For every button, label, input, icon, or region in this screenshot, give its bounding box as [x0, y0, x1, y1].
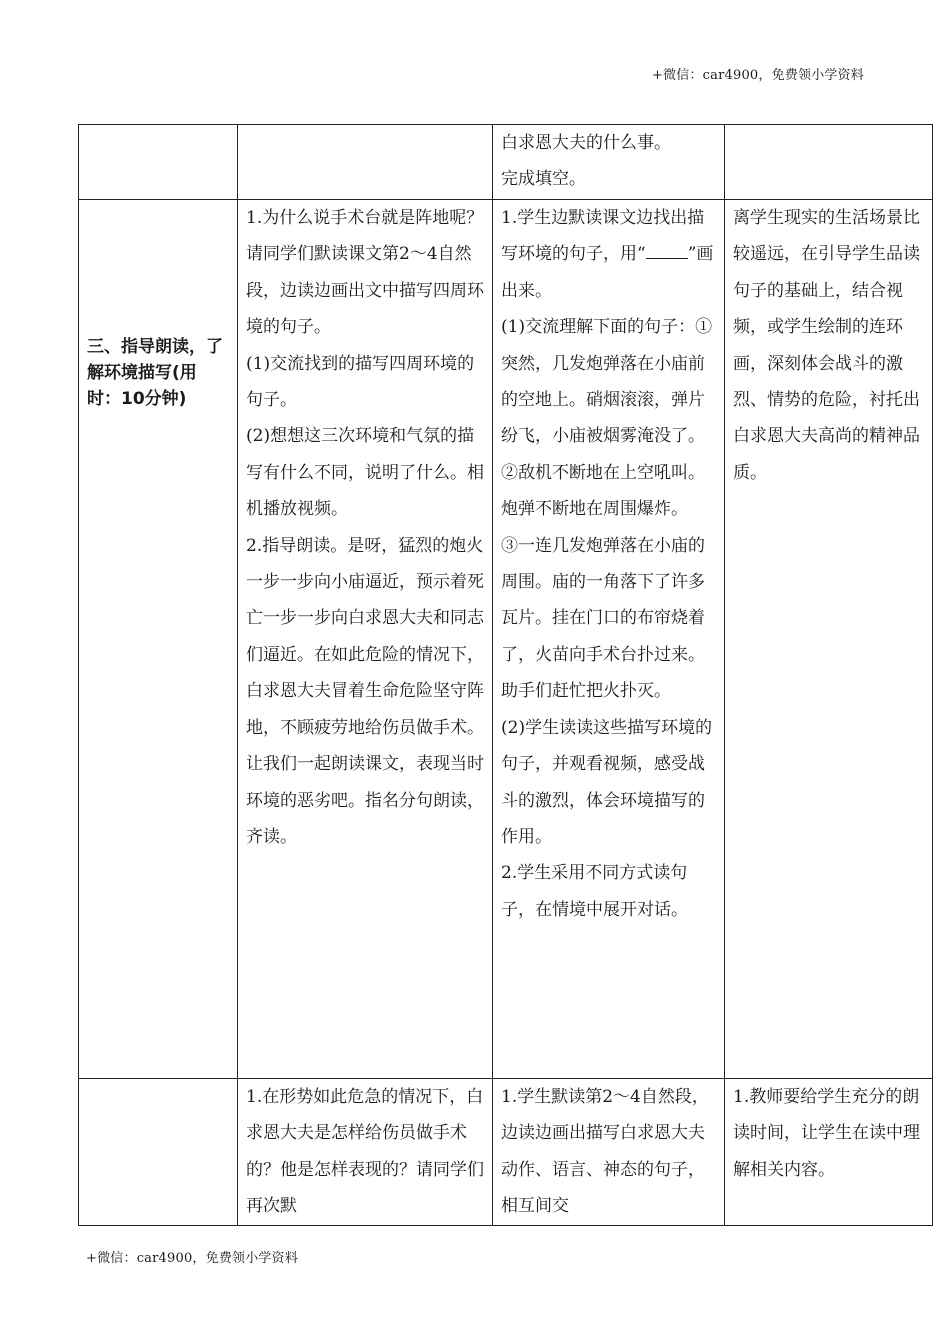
table-row — [79, 125, 933, 200]
paragraph: 2.指导朗读。是呀，猛烈的炮火一步一步向小庙逼近，预示着死亡一步一步向白求恩大夫和同志们逼近。在如此危险的情况下，白求恩大夫冒着生命危险坚守阵地，不顾疲劳地给伤员做手术。让我们一起朗读课文，表现当时环境的恶劣吧。指名分句朗读，齐读。 — [246, 535, 484, 847]
design-intent-cell — [725, 1079, 933, 1226]
teacher-activity-cell — [238, 200, 493, 1079]
table-row — [79, 200, 933, 1079]
paragraph: 1.学生默读第2～4自然段，边读边画出描写白求恩大夫动作、语言、神态的句子，相互间交 — [501, 1087, 709, 1217]
paragraph: 白求恩大夫的什么事。 — [501, 133, 671, 153]
step-cell — [79, 1079, 238, 1226]
step-title: 三、指导朗读，了解环境描写(用时：10分钟) — [87, 337, 223, 409]
paragraph: (2)学生读读这些描写环境的句子，并观看视频，感受战斗的激烈，体会环境描写的作用。 — [501, 717, 713, 847]
header-note: +微信：car4900，免费领小学资料 — [651, 68, 864, 83]
teacher-activity-cell — [238, 125, 493, 200]
paragraph-text: 1.学生边默读课文边找出描写环境的句子，用“ — [501, 208, 705, 265]
paragraph: (2)想想这三次环境和气氛的描写有什么不同，说明了什么。相机播放视频。 — [246, 426, 484, 520]
teacher-activity-cell — [238, 1079, 493, 1226]
design-intent-cell — [725, 125, 933, 200]
lesson-plan-table — [78, 124, 933, 1226]
paragraph: 1.教师要给学生充分的朗读时间，让学生在读中理解相关内容。 — [733, 1087, 920, 1180]
step-cell — [79, 200, 238, 1079]
student-activity-cell — [493, 125, 725, 200]
paragraph: 1.为什么说手术台就是阵地呢？请同学们默读课文第2～4自然段，边读边画出文中描写四周环境的句子。 — [246, 208, 484, 338]
step-cell — [79, 125, 238, 200]
paragraph: 1.在形势如此危急的情况下，白求恩大夫是怎样给伤员做手术的？他是怎样表现的？请同学们再次默 — [246, 1087, 484, 1217]
table-row — [79, 1079, 933, 1226]
paragraph: 2.学生采用不同方式读句子，在情境中展开对话。 — [501, 863, 688, 920]
footer-note: +微信：car4900，免费领小学资料 — [86, 1251, 299, 1266]
paragraph: ②敌机不断地在上空吼叫。炮弹不断地在周围爆炸。 — [501, 462, 705, 520]
paragraph: (1)交流理解下面的句子：①突然，几发炮弹落在小庙前的空地上。硝烟滚滚，弹片纷飞，小庙被烟雾淹没了。 — [501, 317, 713, 447]
design-intent-cell — [725, 200, 933, 1079]
paragraph: 完成填空。 — [501, 169, 586, 190]
paragraph: (1)交流找到的描写四周环境的句子。 — [246, 353, 475, 411]
fill-blank-line — [646, 243, 688, 259]
student-activity-cell — [493, 1079, 725, 1226]
paragraph — [501, 200, 716, 309]
paragraph: ③一连几发炮弹落在小庙的周围。庙的一角落下了许多瓦片。挂在门口的布帘烧着了，火苗向手术台扑过来。助手们赶忙把火扑灭。 — [501, 535, 705, 702]
student-activity-cell — [493, 200, 725, 1079]
paragraph: 离学生现实的生活场景比较遥远，在引导学生品读句子的基础上，结合视频，或学生绘制的连环画，深刻体会战斗的激烈、情势的危险，衬托出白求恩大夫高尚的精神品质。 — [733, 208, 920, 483]
paragraph-text: ”画出来。 — [501, 244, 714, 301]
